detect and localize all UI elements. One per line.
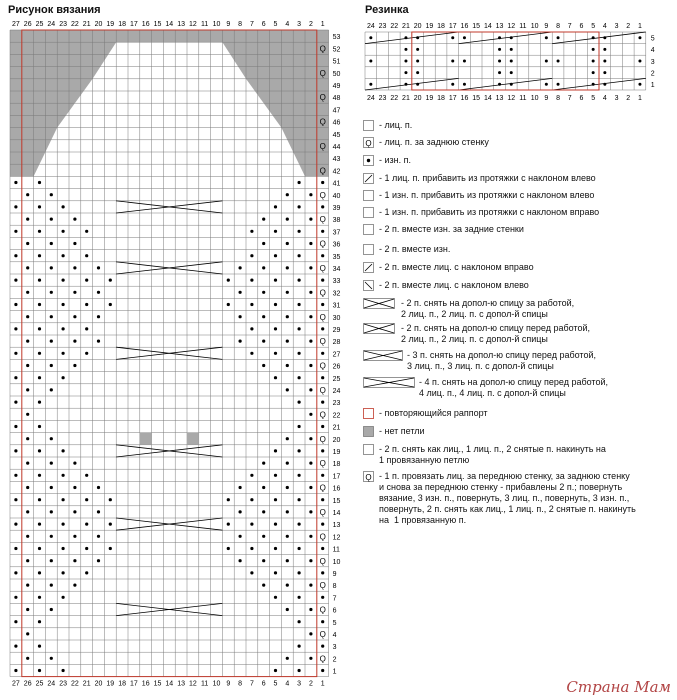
legend-item — [363, 408, 675, 426]
row-label: 19 — [332, 449, 341, 456]
col-label-top: 7 — [249, 21, 254, 28]
cable-3-3-icon — [363, 350, 403, 361]
legend-text: - 1 изн. п. прибавить из протяжки с наклоном влево — [379, 190, 595, 200]
col-label-bottom: 17 — [130, 680, 138, 688]
legend-item — [363, 350, 675, 377]
row-label: 23 — [332, 400, 341, 408]
row-label: 33 — [332, 278, 341, 286]
row-label: 30 — [332, 314, 341, 322]
legend-text: - 3 п. снять на допол-ю спицу перед работой, 3 лиц. п., 3 лиц. п. с допол-й спицы — [407, 350, 596, 371]
rib-col-label-bottom: 9 — [544, 95, 549, 102]
rib-col-label-top: 23 — [378, 23, 387, 30]
legend-item — [363, 471, 675, 536]
rib-col-label-top: 19 — [425, 23, 434, 30]
col-label-top: 11 — [201, 21, 209, 28]
legend-item — [363, 190, 675, 207]
row-label: 52 — [332, 46, 341, 54]
col-label-top: 17 — [130, 21, 138, 28]
row-label: 35 — [332, 253, 341, 261]
row-label: 49 — [332, 83, 341, 90]
no-stitch-cell — [187, 433, 199, 445]
twisted-knit-symbol: Ǫ — [319, 386, 326, 395]
twisted-knit-symbol: Ǫ — [319, 44, 326, 54]
rib-col-label-bottom: 4 — [602, 95, 607, 102]
svg-text:Ǫ: Ǫ — [365, 473, 372, 482]
rib-col-label-top: 12 — [507, 23, 516, 30]
rib-col-label-top: 22 — [390, 23, 399, 30]
p2tog-icon — [363, 244, 374, 255]
twisted-knit-symbol: Ǫ — [319, 483, 326, 493]
rib-col-label-bottom: 19 — [425, 95, 434, 102]
twisted-knit-symbol: Ǫ — [319, 434, 326, 444]
rib-col-label-bottom: 15 — [472, 95, 481, 102]
legend-text: - лиц. п. за заднюю стенку — [379, 137, 489, 147]
row-label: 27 — [332, 351, 341, 359]
col-label-bottom: 11 — [201, 680, 209, 688]
twisted-knit-symbol: Ǫ — [319, 337, 326, 347]
row-label: 53 — [332, 34, 341, 42]
rib-col-label-top: 6 — [579, 23, 584, 30]
rib-knitting-chart — [0, 0, 677, 120]
legend-text: - 2 п. вместе лиц. с наклоном влево — [379, 280, 529, 290]
rib-col-label-top: 1 — [637, 23, 642, 30]
row-label: 34 — [332, 266, 341, 273]
increase-purl-left-icon — [363, 190, 374, 201]
col-label-bottom: 14 — [165, 680, 174, 688]
twisted-knit-symbol: Ǫ — [319, 239, 326, 249]
col-label-top: 12 — [189, 21, 197, 28]
row-label: 6 — [332, 607, 337, 615]
p2tog-tbl-icon — [363, 224, 374, 235]
row-label: 39 — [332, 205, 341, 212]
legend-item — [363, 426, 675, 444]
col-label-bottom: 18 — [118, 680, 126, 688]
rib-row-label: 4 — [650, 47, 655, 55]
rib-col-label-bottom: 14 — [483, 95, 492, 102]
rib-col-label-bottom: 3 — [614, 95, 619, 102]
col-label-bottom: 23 — [59, 680, 67, 688]
row-label: 15 — [332, 497, 341, 505]
rib-row-label: 3 — [650, 58, 655, 66]
col-label-top: 4 — [285, 21, 290, 28]
col-label-top: 3 — [297, 21, 302, 28]
col-label-top: 8 — [238, 21, 243, 28]
col-label-top: 6 — [261, 21, 266, 28]
col-label-bottom: 25 — [35, 680, 44, 688]
row-label: 1 — [332, 668, 337, 676]
rib-col-label-top: 24 — [366, 23, 375, 30]
twisted-knit-symbol: Ǫ — [319, 190, 326, 200]
rib-col-label-bottom: 10 — [530, 95, 539, 102]
rib-col-label-top: 3 — [614, 23, 619, 30]
row-label: 36 — [332, 241, 341, 249]
rib-col-label-bottom: 18 — [437, 95, 445, 102]
row-label: 18 — [332, 461, 341, 469]
twisted-knit-symbol: Ǫ — [319, 264, 326, 273]
legend-item — [363, 137, 675, 155]
col-label-bottom: 27 — [12, 680, 20, 688]
row-label: 17 — [332, 473, 341, 481]
rib-col-label-top: 7 — [567, 23, 572, 30]
legend-text: - 2 п. снять как лиц., 1 лиц. п., 2 снятые п. накинуть на 1 провязанную петлю — [379, 444, 606, 465]
rib-col-label-top: 13 — [495, 23, 504, 30]
rib-col-label-top: 8 — [556, 23, 561, 30]
twisted-knit-symbol: Ǫ — [319, 117, 326, 127]
legend-text: - 1 п. провязать лиц. за переднюю стенку, за заднюю стенку и снова за переднюю стенку - прибавлены 2 п.; повернуть вязание, 3 изн. п., повернуть, 3 лиц. п., повернуть, 3 изн. п., повернуть, 2 п. снять как лиц., 1 лиц. п., 2 снятые п. накинуть на 1 провязанную п. — [379, 471, 636, 525]
rib-col-label-top: 10 — [530, 23, 539, 30]
row-label: 16 — [332, 485, 341, 493]
watermark: Страна Мам — [566, 678, 671, 696]
main-chart-title: Рисунок вязания — [8, 4, 101, 16]
rib-col-label-bottom: 24 — [366, 95, 375, 102]
rib-row-label: 1 — [650, 82, 655, 89]
col-label-bottom: 16 — [141, 680, 150, 688]
row-label: 25 — [332, 375, 341, 383]
row-label: 41 — [332, 180, 341, 188]
twisted-knit-symbol: Ǫ — [319, 142, 326, 151]
rib-col-label-top: 20 — [413, 23, 422, 30]
row-label: 31 — [332, 302, 341, 310]
rib-col-label-bottom: 23 — [378, 95, 387, 102]
col-label-bottom: 19 — [106, 680, 115, 688]
legend-text: - 2 п. вместе лиц. с наклоном вправо — [379, 262, 534, 272]
rib-col-label-top: 14 — [483, 23, 492, 30]
col-label-top: 13 — [177, 21, 185, 28]
col-label-bottom: 5 — [273, 680, 278, 688]
row-label: 24 — [332, 388, 341, 395]
rib-col-label-top: 16 — [460, 23, 469, 30]
col-label-bottom: 22 — [71, 680, 79, 688]
row-label: 11 — [332, 546, 340, 554]
row-label: 4 — [332, 632, 337, 639]
rib-col-label-bottom: 16 — [460, 95, 469, 102]
rib-col-label-top: 2 — [626, 23, 631, 30]
twisted-knit-symbol: Ǫ — [319, 166, 326, 176]
twisted-knit-symbol: Ǫ — [319, 630, 326, 639]
double-decrease-icon — [363, 444, 374, 455]
row-label: 44 — [332, 144, 341, 151]
rib-col-label-bottom: 2 — [626, 95, 631, 102]
cable-4-4-icon — [363, 377, 415, 388]
row-label: 37 — [332, 229, 341, 237]
col-label-top: 16 — [141, 21, 150, 28]
col-label-top: 2 — [308, 21, 313, 28]
row-label: 20 — [332, 436, 341, 444]
rib-col-label-top: 11 — [519, 23, 527, 30]
row-label: 14 — [332, 510, 341, 517]
twisted-knit-symbol: Ǫ — [319, 508, 326, 517]
row-label: 26 — [332, 363, 341, 371]
legend-text: - 1 лиц. п. прибавить из протяжки с наклоном влево — [379, 173, 596, 183]
twisted-knit-symbol: Ǫ — [319, 288, 326, 298]
col-label-bottom: 9 — [226, 680, 231, 688]
legend-item — [363, 120, 675, 137]
row-label: 2 — [332, 656, 337, 664]
increase-purl-right-icon — [363, 207, 374, 218]
col-label-top: 18 — [118, 21, 126, 28]
rib-col-label-bottom: 5 — [591, 95, 596, 102]
legend-item — [363, 224, 675, 244]
col-label-bottom: 7 — [249, 680, 254, 688]
row-label: 10 — [332, 558, 341, 566]
legend-text: - 2 п. вместе изн. за задние стенки — [379, 224, 524, 234]
col-label-bottom: 6 — [261, 680, 266, 688]
legend-item — [363, 173, 675, 190]
twisted-knit-symbol: Ǫ — [319, 93, 326, 103]
legend-text: - 4 п. снять на допол-ю спицу перед работой, 4 лиц. п., 4 лиц. п. с допол-й спицы — [419, 377, 608, 398]
col-label-top: 25 — [35, 21, 44, 28]
row-label: 46 — [332, 119, 341, 127]
row-label: 12 — [332, 534, 341, 542]
legend-item — [363, 377, 675, 408]
rib-col-label-bottom: 21 — [402, 95, 410, 102]
bobble-icon — [363, 471, 374, 482]
legend-text: - 1 изн. п. прибавить из протяжки с наклоном вправо — [379, 207, 600, 217]
twisted-knit-icon — [363, 137, 374, 148]
legend-item — [363, 298, 675, 323]
col-label-bottom: 24 — [47, 680, 56, 688]
legend-text: - 2 п. вместе изн. — [379, 244, 451, 254]
legend-item — [363, 280, 675, 298]
purl-dots — [14, 181, 324, 672]
k2tog-left-icon — [363, 280, 374, 291]
col-label-bottom: 15 — [153, 680, 162, 688]
rib-col-label-top: 15 — [472, 23, 481, 30]
rib-row-label: 5 — [650, 35, 655, 43]
row-label: 21 — [332, 424, 341, 432]
rib-col-label-bottom: 6 — [579, 95, 584, 102]
svg-text:Ǫ: Ǫ — [365, 139, 372, 148]
col-label-top: 9 — [226, 21, 231, 28]
twisted-knit-symbol: Ǫ — [319, 581, 326, 591]
legend-text: - нет петли — [379, 426, 425, 436]
legend-text: - изн. п. — [379, 155, 411, 165]
twisted-knit-symbol: Ǫ — [319, 410, 326, 420]
twisted-knit-symbol: Ǫ — [319, 654, 326, 664]
col-label-top: 27 — [12, 21, 20, 28]
rib-row-label: 2 — [650, 70, 655, 78]
col-label-top: 20 — [94, 21, 103, 28]
twisted-knit-symbol: Ǫ — [319, 556, 326, 566]
twisted-knit-symbol: Ǫ — [319, 605, 326, 615]
k2tog-right-icon — [363, 262, 374, 273]
no-stitch-square-icon — [363, 426, 374, 437]
rib-col-label-top: 5 — [591, 23, 596, 30]
col-label-bottom: 8 — [238, 680, 243, 688]
col-label-bottom: 26 — [23, 680, 32, 688]
rib-col-label-top: 21 — [402, 23, 410, 30]
empty-square-icon — [363, 120, 374, 131]
col-label-bottom: 4 — [285, 680, 290, 688]
rib-col-label-bottom: 12 — [507, 95, 516, 102]
rib-col-label-bottom: 7 — [567, 95, 572, 102]
col-label-top: 5 — [273, 21, 278, 28]
purl-dot-icon — [363, 155, 374, 166]
legend-text: - повторяющийся раппорт — [379, 408, 488, 418]
col-label-top: 14 — [165, 21, 174, 28]
row-label: 42 — [332, 168, 341, 176]
legend-item — [363, 323, 675, 350]
row-label: 9 — [332, 571, 337, 578]
cable-2-2-back-icon — [363, 298, 395, 309]
col-label-bottom: 3 — [297, 680, 302, 688]
row-label: 7 — [332, 595, 337, 603]
row-label: 48 — [332, 95, 341, 103]
row-label: 13 — [332, 522, 341, 530]
twisted-knit-symbol: Ǫ — [319, 532, 326, 542]
col-label-top: 10 — [212, 21, 221, 28]
row-label: 40 — [332, 192, 341, 200]
row-label: 28 — [332, 339, 341, 347]
row-label: 51 — [332, 58, 341, 66]
col-label-top: 15 — [153, 21, 162, 28]
row-label: 32 — [332, 290, 341, 298]
col-label-bottom: 12 — [189, 680, 197, 688]
twisted-knit-symbol: Ǫ — [319, 312, 326, 322]
legend-item — [363, 444, 675, 471]
row-label: 29 — [332, 327, 341, 334]
legend-text: - 2 п. снять на допол-ю спицу перед работой, 2 лиц. п., 2 лиц. п. с допол-й спицы — [401, 323, 590, 344]
legend-item — [363, 244, 675, 262]
col-label-bottom: 10 — [212, 680, 221, 688]
col-label-bottom: 2 — [308, 680, 313, 688]
repeat-box-icon — [363, 408, 374, 419]
row-label: 22 — [332, 412, 341, 420]
col-label-bottom: 21 — [82, 680, 91, 688]
row-label: 45 — [332, 131, 341, 139]
row-label: 43 — [332, 156, 341, 164]
rib-col-label-bottom: 8 — [556, 95, 561, 102]
col-label-top: 24 — [47, 21, 56, 28]
legend-item — [363, 155, 675, 173]
col-label-bottom: 20 — [94, 680, 103, 688]
row-label: 5 — [332, 619, 337, 627]
legend-text: - 2 п. снять на допол-ю спицу за работой, 2 лиц. п., 2 лиц. п. с допол-й спицы — [401, 298, 575, 319]
rib-col-label-top: 9 — [544, 23, 549, 30]
legend-item — [363, 207, 675, 224]
rib-col-label-top: 4 — [602, 23, 607, 30]
no-stitch-cell — [140, 433, 152, 445]
twisted-knit-symbol: Ǫ — [319, 215, 326, 225]
col-label-top: 23 — [59, 21, 67, 28]
rib-col-label-bottom: 1 — [637, 95, 642, 102]
col-label-bottom: 1 — [320, 680, 325, 688]
rib-col-label-bottom: 17 — [448, 95, 457, 102]
rib-col-label-bottom: 22 — [390, 95, 399, 102]
rib-col-label-top: 18 — [437, 23, 445, 30]
row-label: 47 — [332, 107, 341, 115]
col-label-top: 21 — [82, 21, 91, 28]
row-label: 3 — [332, 644, 337, 652]
increase-left-icon — [363, 173, 374, 184]
rib-col-label-bottom: 11 — [519, 95, 527, 102]
rib-col-label-bottom: 20 — [413, 95, 422, 102]
col-label-top: 1 — [320, 21, 325, 28]
rib-col-label-top: 17 — [448, 23, 457, 30]
col-label-top: 19 — [106, 21, 115, 28]
row-label: 50 — [332, 70, 341, 78]
legend-item — [363, 262, 675, 280]
col-label-top: 26 — [23, 21, 32, 28]
row-label: 38 — [332, 217, 341, 225]
rib-col-label-bottom: 13 — [495, 95, 504, 102]
legend — [363, 120, 675, 536]
col-label-bottom: 13 — [177, 680, 185, 688]
twisted-knit-symbol: Ǫ — [319, 361, 326, 371]
legend-text: - лиц. п. — [379, 120, 413, 130]
rib-chart-title: Резинка — [365, 4, 409, 16]
twisted-knit-symbol: Ǫ — [319, 68, 326, 78]
twisted-knit-symbol: Ǫ — [319, 459, 326, 469]
col-label-top: 22 — [71, 21, 79, 28]
cable-2-2-front-icon — [363, 323, 395, 334]
row-label: 8 — [332, 583, 337, 591]
